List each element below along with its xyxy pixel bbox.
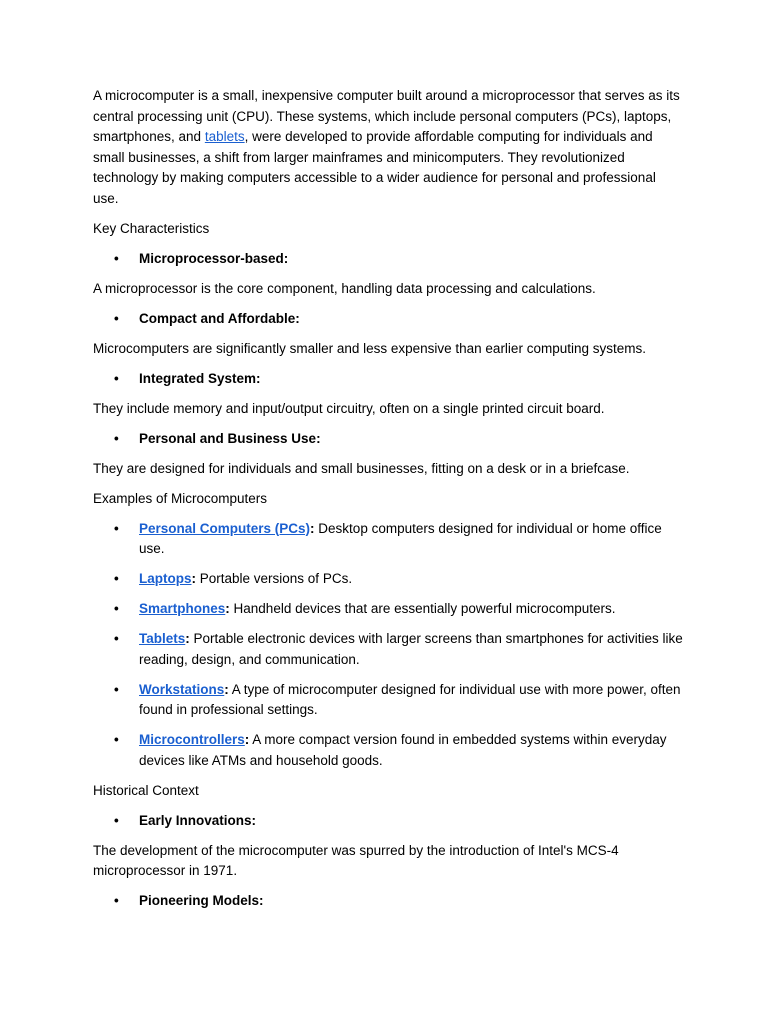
examples-heading: Examples of Microcomputers [93, 490, 268, 506]
colon: : [244, 732, 250, 747]
intro-text-end: , were developed to provide affordable computing for individuals and small businesses, a shift from larger mainframes and minicomputers. They revolutionized technology by making computers accessible to a wider audience for personal and professional use. [93, 129, 656, 206]
history-title: Pioneering Models: [139, 893, 264, 908]
example-description: Portable electronic devices with larger screens than smartphones for activities like reading, design, and communication. [139, 631, 683, 667]
list-item [93, 429, 683, 450]
list-item [93, 599, 683, 620]
bullet-icon: • [114, 250, 119, 266]
workstations-link[interactable]: Workstations [139, 681, 225, 697]
bullet-icon: • [114, 631, 119, 646]
list-item [93, 569, 683, 590]
microcontrollers-link[interactable]: Microcontrollers [139, 732, 245, 747]
key-characteristics-heading: Key Characteristics [93, 220, 210, 236]
tablets-link[interactable]: tablets [204, 129, 245, 144]
characteristic-description: Microcomputers are significantly smaller and less expensive than earlier computing systems. [93, 340, 646, 356]
bullet-icon: • [114, 732, 119, 747]
key-list-4 [93, 429, 683, 450]
history-list-2 [93, 891, 683, 912]
bullet-icon: • [114, 310, 119, 326]
list-item [93, 891, 683, 912]
example-description: A type of microcomputer designed for individual use with more power, often found in professional settings. [139, 681, 681, 717]
tablets-example-link[interactable]: Tablets [139, 631, 186, 646]
key-list-2 [93, 309, 683, 330]
list-item [93, 680, 683, 721]
characteristic-title: Compact and Affordable: [139, 310, 300, 326]
example-description: A more compact version found in embedded systems within everyday devices like ATMs and household goods. [139, 732, 667, 768]
intro-text-start: A microcomputer is a small, inexpensive computer built around a microprocessor that serves as its central processing unit (CPU). These systems, which include personal computers (PCs), laptops, smartphones, and [93, 88, 680, 144]
list-item [93, 519, 683, 560]
list-item [93, 369, 683, 390]
document-page [93, 86, 683, 921]
list-item [93, 730, 683, 771]
colon: : [224, 681, 229, 697]
examples-list [93, 519, 683, 772]
bullet-icon: • [114, 370, 119, 386]
colon: : [191, 571, 196, 586]
history-description: The development of the microcomputer was spurred by the introduction of Intel's MCS-4 microprocessor in 1971. [93, 842, 619, 878]
example-description: Portable versions of PCs. [196, 571, 353, 586]
bullet-icon: • [114, 812, 119, 828]
list-item [93, 309, 683, 330]
bullet-icon: • [114, 893, 119, 908]
intro-paragraph [93, 86, 683, 209]
history-list-1 [93, 811, 683, 832]
bullet-icon: • [114, 601, 119, 616]
list-item [93, 249, 683, 270]
history-title: Early Innovations: [139, 812, 257, 828]
historical-context-heading: Historical Context [93, 782, 199, 798]
smartphones-link[interactable]: Smartphones [139, 601, 226, 616]
key-list-3 [93, 369, 683, 390]
characteristic-description: They are designed for individuals and small businesses, fitting on a desk or in a briefcase. [93, 460, 630, 476]
personal-computers-link[interactable]: Personal Computers (PCs) [139, 520, 311, 536]
colon: : [310, 520, 315, 536]
characteristic-title: Personal and Business Use: [139, 430, 321, 446]
list-item [93, 629, 683, 670]
characteristic-title: Integrated System: [139, 370, 261, 386]
colon: : [185, 631, 190, 646]
bullet-icon: • [114, 571, 119, 586]
list-item [93, 811, 683, 832]
example-description: Handheld devices that are essentially powerful microcomputers. [229, 601, 616, 616]
bullet-icon: • [114, 520, 119, 536]
bullet-icon: • [114, 681, 119, 697]
characteristic-description: They include memory and input/output circuitry, often on a single printed circuit board. [93, 400, 605, 416]
laptops-link[interactable]: Laptops [139, 571, 192, 586]
key-list-1 [93, 249, 683, 270]
colon: : [225, 601, 230, 616]
characteristic-description: A microprocessor is the core component, handling data processing and calculations. [93, 280, 596, 296]
characteristic-title: Microprocessor-based: [139, 250, 289, 266]
example-description: Desktop computers designed for individual or home office use. [139, 520, 662, 556]
bullet-icon: • [114, 430, 119, 446]
